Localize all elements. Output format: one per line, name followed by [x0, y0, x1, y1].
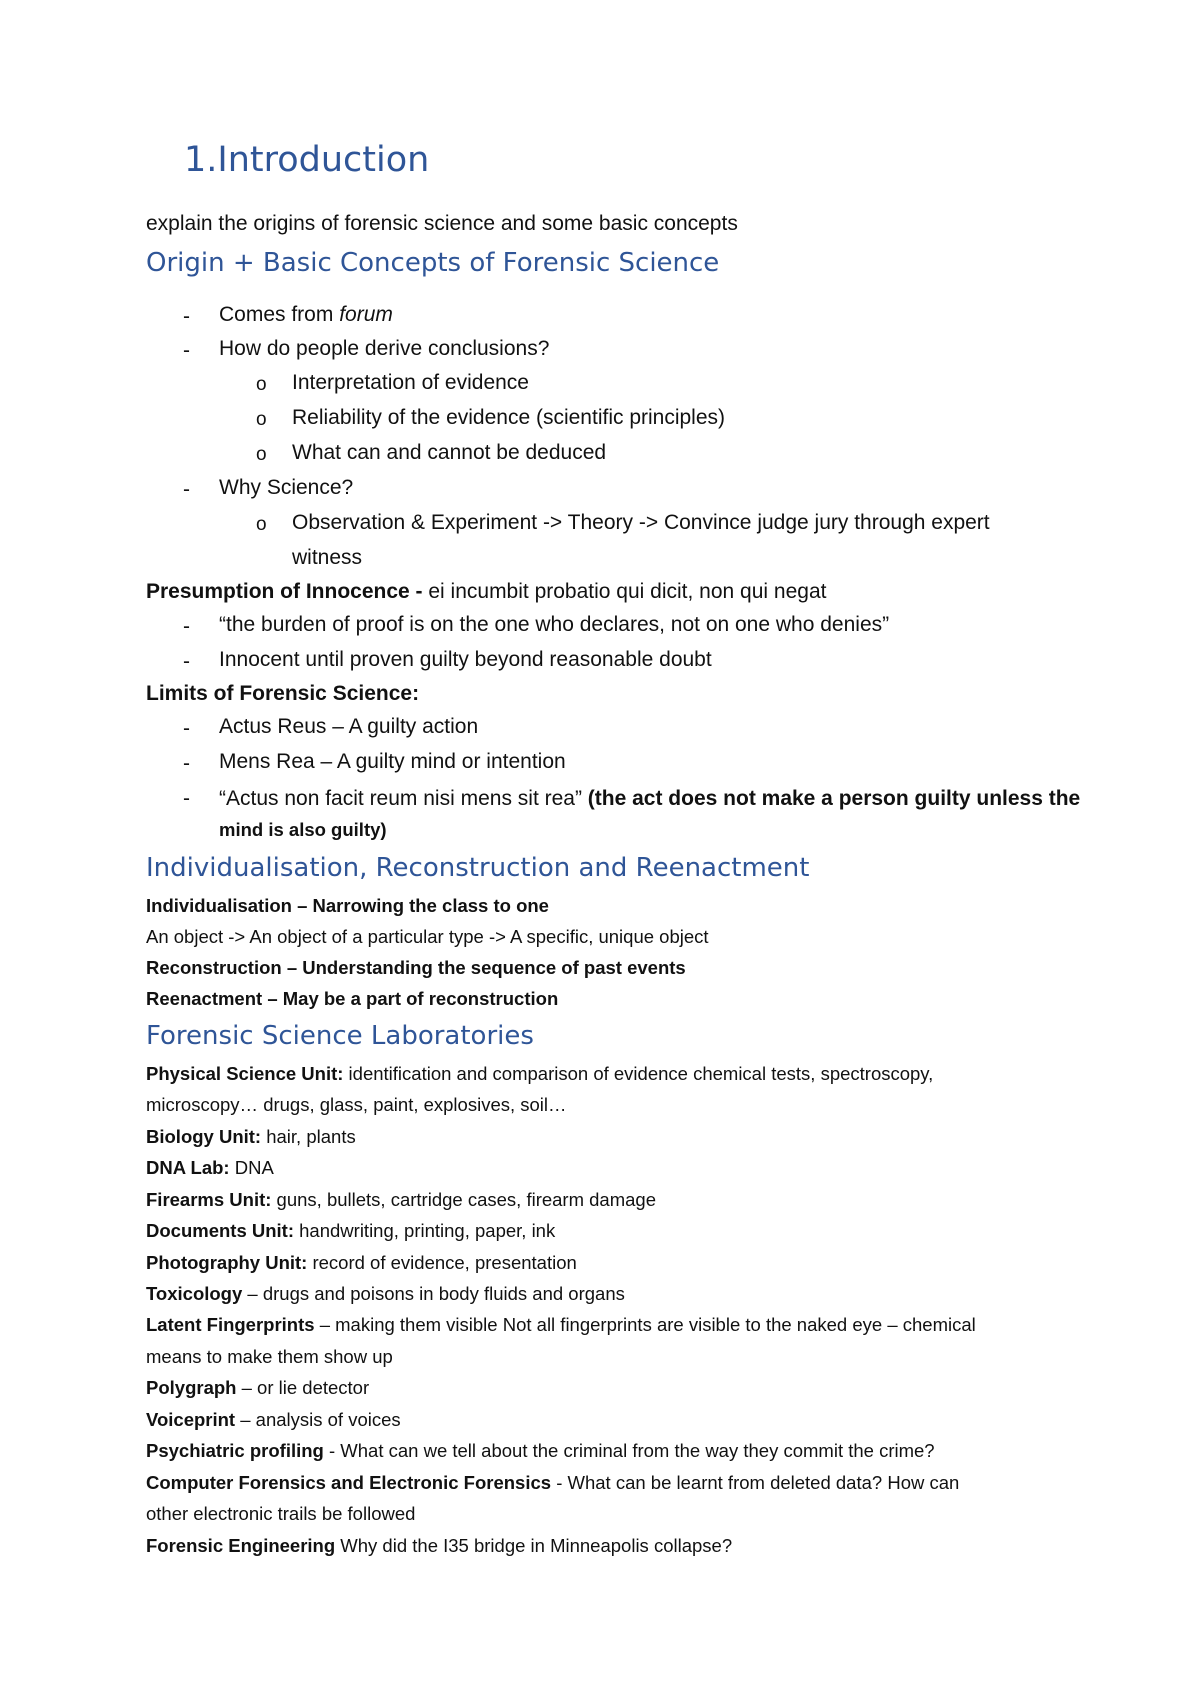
- list-subitem: Observation & Experiment -> Theory -> Convince judge jury through expert: [292, 511, 990, 534]
- lab-entry: Photography Unit: record of evidence, presentation: [146, 1252, 577, 1273]
- lab-entry: Firearms Unit: guns, bullets, cartridge cases, firearm damage: [146, 1189, 656, 1210]
- lab-entry: Documents Unit: handwriting, printing, paper, ink: [146, 1220, 556, 1241]
- dash-marker: -: [183, 752, 190, 775]
- circle-bullet: o: [256, 374, 267, 395]
- dash-marker: -: [183, 650, 190, 673]
- lab-entry: Polygraph – or lie detector: [146, 1377, 370, 1398]
- lab-entry-continuation: microscopy… drugs, glass, paint, explosives, soil…: [146, 1094, 567, 1115]
- lab-entry: Voiceprint – analysis of voices: [146, 1409, 401, 1430]
- lab-entry: Computer Forensics and Electronic Forensics - What can be learnt from deleted data? How can: [146, 1472, 960, 1493]
- lab-entry-continuation: other electronic trails be followed: [146, 1503, 416, 1524]
- text-line: Individualisation – Narrowing the class to one: [146, 895, 549, 916]
- page-subtitle: explain the origins of forensic science and some basic concepts: [146, 212, 738, 235]
- presumption-line: Presumption of Innocence - ei incumbit probatio qui dicit, non qui negat: [146, 580, 827, 603]
- lab-entry: Forensic Engineering Why did the I35 bridge in Minneapolis collapse?: [146, 1535, 733, 1556]
- dash-marker: -: [183, 787, 190, 810]
- lab-entry: Biology Unit: hair, plants: [146, 1126, 356, 1147]
- dash-marker: -: [183, 305, 190, 328]
- text-line: An object -> An object of a particular type -> A specific, unique object: [146, 926, 709, 947]
- list-subitem: Reliability of the evidence (scientific principles): [292, 406, 726, 429]
- list-item: Comes from forum: [219, 303, 393, 326]
- heading-labs: Forensic Science Laboratories: [146, 1021, 534, 1051]
- circle-bullet: o: [256, 409, 267, 430]
- list-item: Mens Rea – A guilty mind or intention: [219, 750, 566, 773]
- dash-marker: -: [183, 615, 190, 638]
- list-subitem-continuation: witness: [292, 546, 363, 569]
- limits-label: Limits of Forensic Science:: [146, 682, 420, 705]
- text-line: Reconstruction – Understanding the sequence of past events: [146, 957, 686, 978]
- circle-bullet: o: [256, 444, 267, 465]
- heading-origin: Origin + Basic Concepts of Forensic Science: [146, 248, 720, 278]
- list-subitem: What can and cannot be deduced: [292, 441, 607, 464]
- lab-entry: Physical Science Unit: identification and comparison of evidence chemical tests, spectroscopy,: [146, 1063, 934, 1084]
- lab-entry: Latent Fingerprints – making them visible Not all fingerprints are visible to the naked eye – chemical: [146, 1314, 976, 1335]
- lab-entry: Psychiatric profiling - What can we tell about the criminal from the way they commit the crime?: [146, 1440, 935, 1461]
- list-item: Why Science?: [219, 476, 354, 499]
- dash-marker: -: [183, 717, 190, 740]
- text-line: Reenactment – May be a part of reconstruction: [146, 988, 559, 1009]
- list-item: How do people derive conclusions?: [219, 337, 550, 360]
- list-item: “Actus non facit reum nisi mens sit rea” (the act does not make a person guilty unless the: [219, 787, 1081, 810]
- list-item: Innocent until proven guilty beyond reasonable doubt: [219, 648, 712, 671]
- heading-individualisation: Individualisation, Reconstruction and Reenactment: [146, 853, 810, 883]
- dash-marker: -: [183, 339, 190, 362]
- lab-entry-continuation: means to make them show up: [146, 1346, 393, 1367]
- list-item: Actus Reus – A guilty action: [219, 715, 479, 738]
- list-item: “the burden of proof is on the one who declares, not on one who denies”: [219, 613, 890, 636]
- page-title: 1.Introduction: [184, 140, 430, 180]
- circle-bullet: o: [256, 514, 267, 535]
- lab-entry: DNA Lab: DNA: [146, 1157, 274, 1178]
- list-subitem: Interpretation of evidence: [292, 371, 529, 394]
- lab-entry: Toxicology – drugs and poisons in body fluids and organs: [146, 1283, 625, 1304]
- list-item-continuation: mind is also guilty): [219, 819, 387, 840]
- dash-marker: -: [183, 478, 190, 501]
